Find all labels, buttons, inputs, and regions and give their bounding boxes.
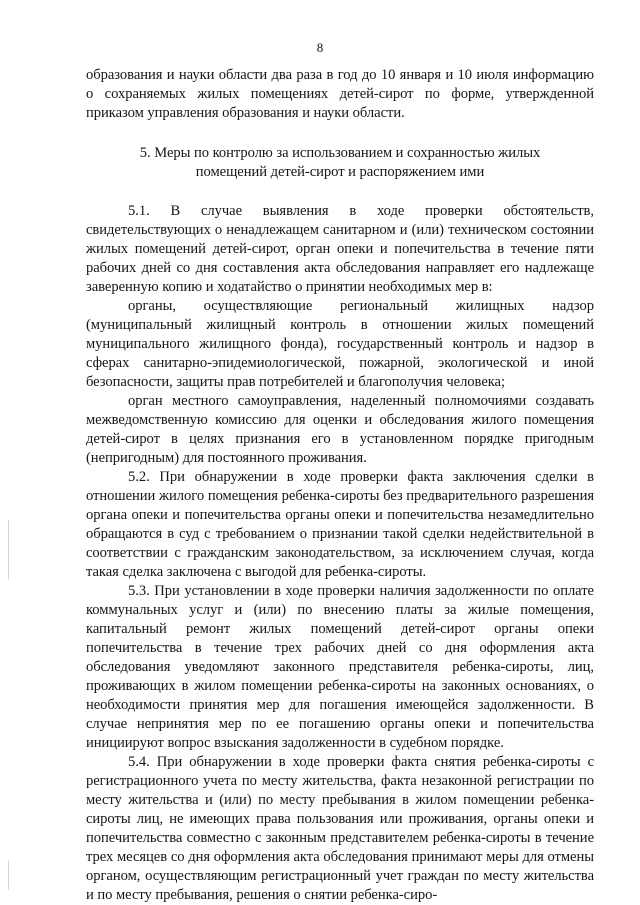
section-heading-line-1: 5. Меры по контролю за использованием и сохранностью жилых	[139, 145, 541, 161]
paragraph-5-4: 5.4. При обнаружении в ходе проверки факта снятия ребенка-сироты с регистрационного учета по месту жительства, факта незаконной регистрации по месту жительства и (или) по месту пребывания в жилом помещении ребенка-сироты лиц, не имеющих права пользования или проживания, органы опеки и попечительства совместно с законным представителем ребенка-сироты в течение трех месяцев со дня оформления акта обследования принимают меры для отмены органом, осуществляющим регистрационный учет граждан по месту жительства и по месту пребывания, решения о снятии ребенка-сиро-	[86, 754, 594, 903]
scan-edge-mark	[8, 520, 9, 580]
scan-edge-mark	[8, 860, 9, 890]
page-number: 8	[316, 40, 324, 55]
paragraph-local-government: орган местного самоуправления, наделенный полномочиями создавать межведомственную комиссию для оценки и обследования жилого помещения детей-сирот в целях признания его в установленном порядке пригодным (непригодным) для постоянного проживания.	[86, 393, 594, 466]
document-body	[86, 66, 594, 905]
paragraph-5-3: 5.3. При установлении в ходе проверки наличия задолженности по оплате коммунальных услуг и (или) по внесению платы за жилые помещения, капитальный ремонт жилых помещений детей-сирот органы опеки попечительства в течение трех рабочих дней со дня оформления акта обследования уведомляют законного представителя ребенка-сироты, лиц, проживающих в жилом помещении ребенка-сироты на законных основаниях, о необходимости принятия мер для погашения имеющейся задолженности. В случае непринятия мер по ее погашению органы опеки и попечительства инициируют вопрос взыскания задолженности в судебном порядке.	[86, 583, 594, 751]
paragraph-supervision-bodies: органы, осуществляющие региональный жилищных надзор (муниципальный жилищный контроль в отношении жилых помещений муниципального жилищного фонда), государственный контроль и надзор в сферах санитарно-эпидемиологической, пожарной, экологической и иной безопасности, защиты прав потребителей и благополучия человека;	[86, 298, 594, 390]
section-heading	[86, 144, 594, 182]
paragraph-5-2: 5.2. При обнаружении в ходе проверки факта заключения сделки в отношении жилого помещения ребенка-сироты без предварительного разрешения органа опеки и попечительства органы опеки и попечительства незамедлительно обращаются в суд с требованием о признании такой сделки недействительной в соответствии с гражданским законодательством, за исключением случая, когда такая сделка заключена с выгодой для ребенка-сироты.	[86, 469, 594, 580]
intro-paragraph: образования и науки области два раза в год до 10 января и 10 июля информацию о сохраняемых жилых помещениях детей-сирот по форме, утвержденной приказом управления образования и науки области.	[86, 67, 594, 121]
section-heading-line-2: помещений детей-сирот и распоряжением ими	[195, 164, 485, 180]
paragraph-5-1: 5.1. В случае выявления в ходе проверки обстоятельств, свидетельствующих о ненадлежащем санитарном и (или) техническом состоянии жилых помещений детей-сирот, орган опеки и попечительства в течение пяти рабочих дней со дня составления акта обследования направляет его надлежаще заверенную копию и ходатайство о принятии необходимых мер в:	[86, 203, 594, 295]
